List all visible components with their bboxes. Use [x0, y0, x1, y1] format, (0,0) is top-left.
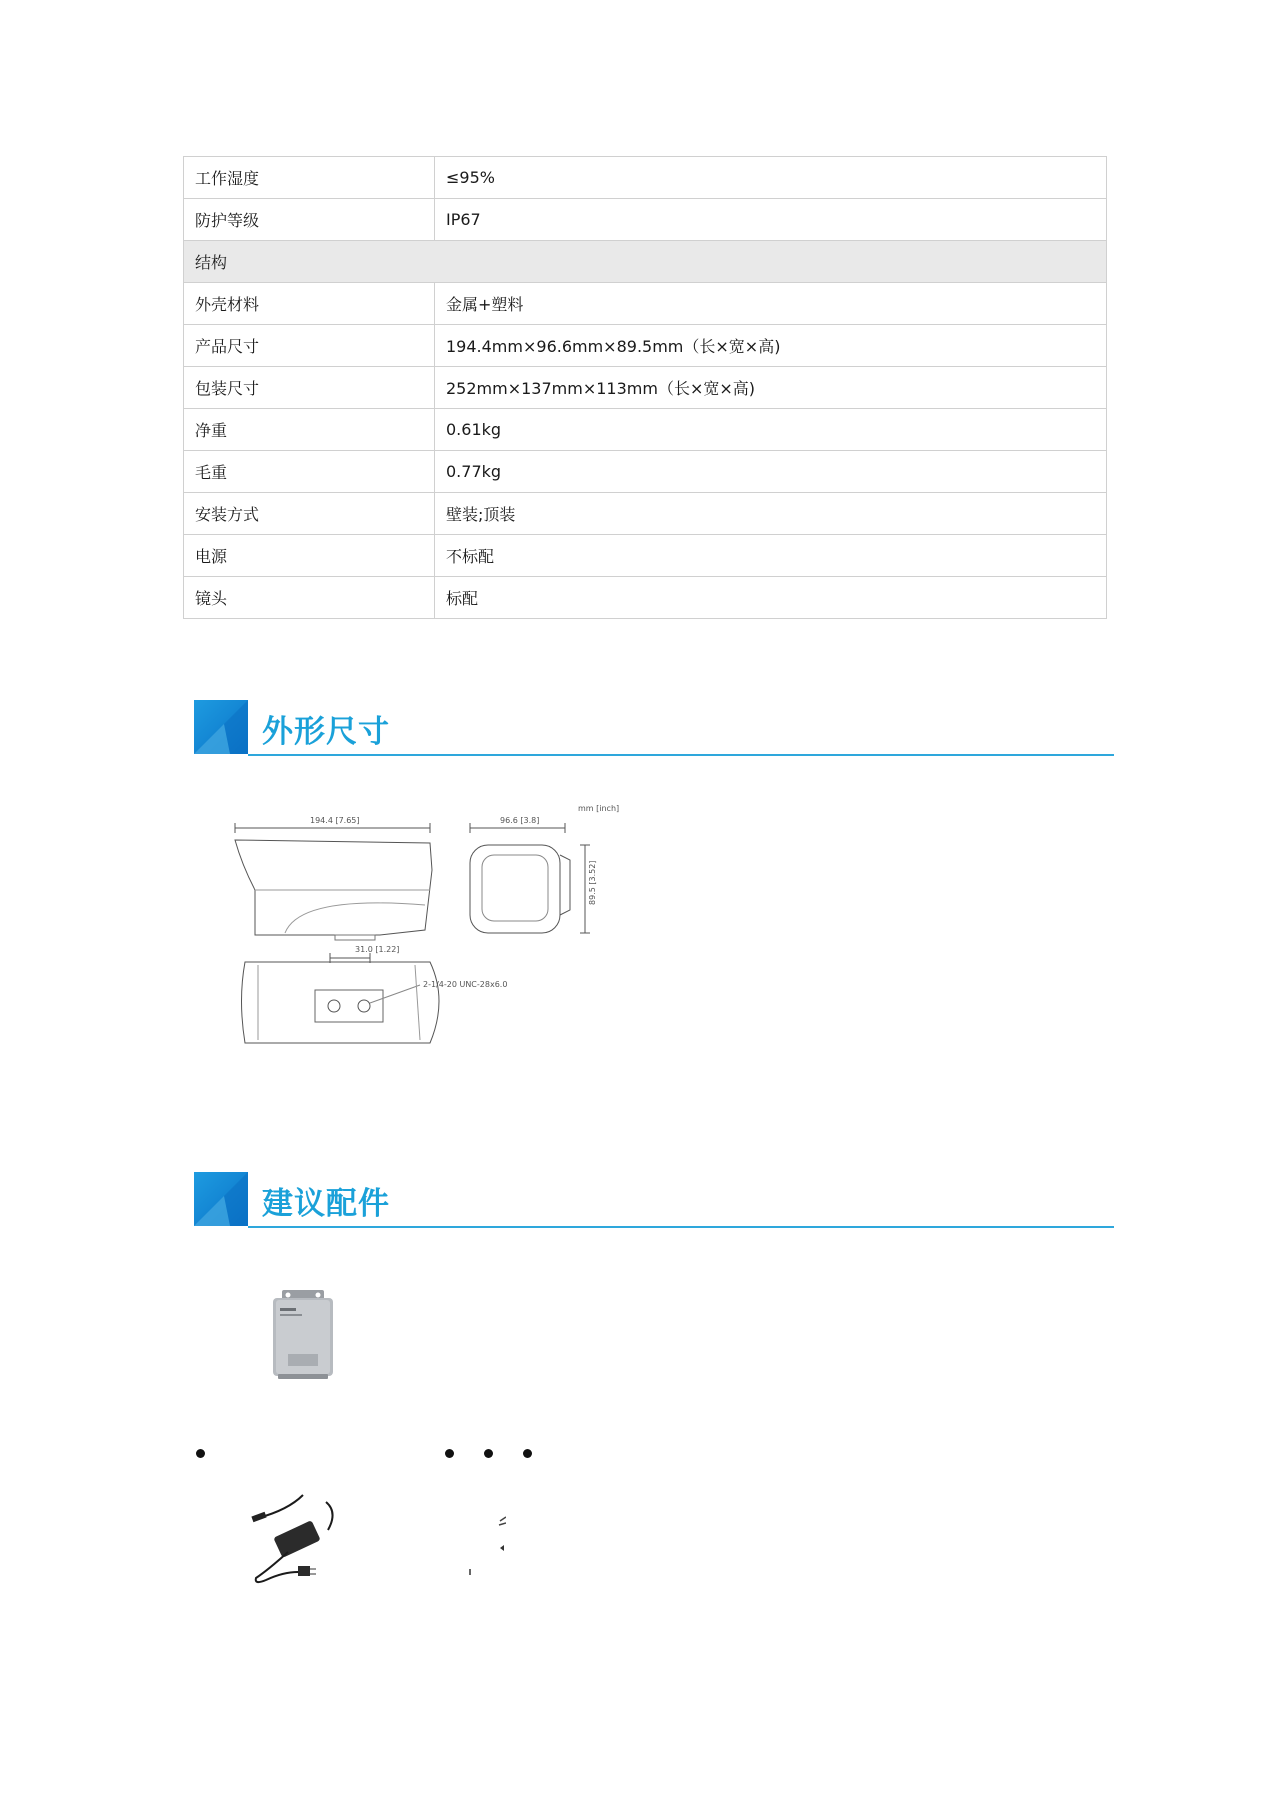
- spec-value: 0.77kg: [435, 451, 1107, 493]
- table-group-row: [184, 241, 1107, 283]
- spec-value: 壁装;顶装: [435, 493, 1107, 535]
- list-bullet: [196, 1449, 205, 1458]
- spec-key: 安装方式: [184, 493, 435, 535]
- table-row: [184, 451, 1107, 493]
- spec-value: ≤95%: [435, 157, 1107, 199]
- length-label: 194.4 [7.65]: [310, 816, 360, 825]
- spec-value: 252mm×137mm×113mm（长×宽×高): [435, 367, 1107, 409]
- list-bullet: [445, 1449, 454, 1458]
- table-row: [184, 199, 1107, 241]
- table-row: [184, 493, 1107, 535]
- mount-spacing-label: 31.0 [1.22]: [355, 945, 400, 954]
- spec-key: 防护等级: [184, 199, 435, 241]
- spec-key: 包装尺寸: [184, 367, 435, 409]
- camera-front-view: [470, 845, 560, 933]
- spec-value: 标配: [435, 577, 1107, 619]
- spec-key: 电源: [184, 535, 435, 577]
- spec-key: 产品尺寸: [184, 325, 435, 367]
- spec-value: 不标配: [435, 535, 1107, 577]
- spec-value: 194.4mm×96.6mm×89.5mm（长×宽×高): [435, 325, 1107, 367]
- spec-key: 净重: [184, 409, 435, 451]
- height-label: 89.5 [3.52]: [588, 860, 597, 905]
- camera-bottom-view: [242, 962, 440, 1043]
- section-rule: [248, 754, 1114, 756]
- table-row: [184, 367, 1107, 409]
- spec-value: 金属+塑料: [435, 283, 1107, 325]
- spec-table: [183, 156, 1107, 619]
- section-marker-icon: [194, 700, 248, 754]
- thread-label: 2-1/4-20 UNC-28x6.0: [423, 980, 508, 989]
- table-row: [184, 157, 1107, 199]
- spec-table-body: [184, 157, 1107, 619]
- table-row: [184, 535, 1107, 577]
- spec-key: 外壳材料: [184, 283, 435, 325]
- camera-side-view: [235, 840, 432, 935]
- power-adapter-image: [248, 1490, 348, 1590]
- partial-image-fragment: [466, 1515, 506, 1580]
- unit-label: mm [inch]: [578, 804, 620, 813]
- power-supply-box-image: [268, 1288, 338, 1383]
- section-title: 外形尺寸: [262, 714, 390, 750]
- section-rule: [248, 1226, 1114, 1228]
- list-bullet: [484, 1449, 493, 1458]
- table-row: [184, 409, 1107, 451]
- section-header-dimensions: [194, 700, 1114, 756]
- section-header-accessories: [194, 1172, 1114, 1228]
- list-bullet: [523, 1449, 532, 1458]
- spec-key: 毛重: [184, 451, 435, 493]
- spec-key: 工作湿度: [184, 157, 435, 199]
- table-row: [184, 577, 1107, 619]
- table-row: [184, 325, 1107, 367]
- section-title: 建议配件: [262, 1186, 390, 1222]
- spec-value: IP67: [435, 199, 1107, 241]
- spec-value: 0.61kg: [435, 409, 1107, 451]
- spec-key: 镜头: [184, 577, 435, 619]
- table-row: [184, 283, 1107, 325]
- group-label: 结构: [184, 241, 1107, 283]
- section-marker-icon: [194, 1172, 248, 1226]
- width-label: 96.6 [3.8]: [500, 816, 540, 825]
- dimension-drawing: [220, 795, 620, 1075]
